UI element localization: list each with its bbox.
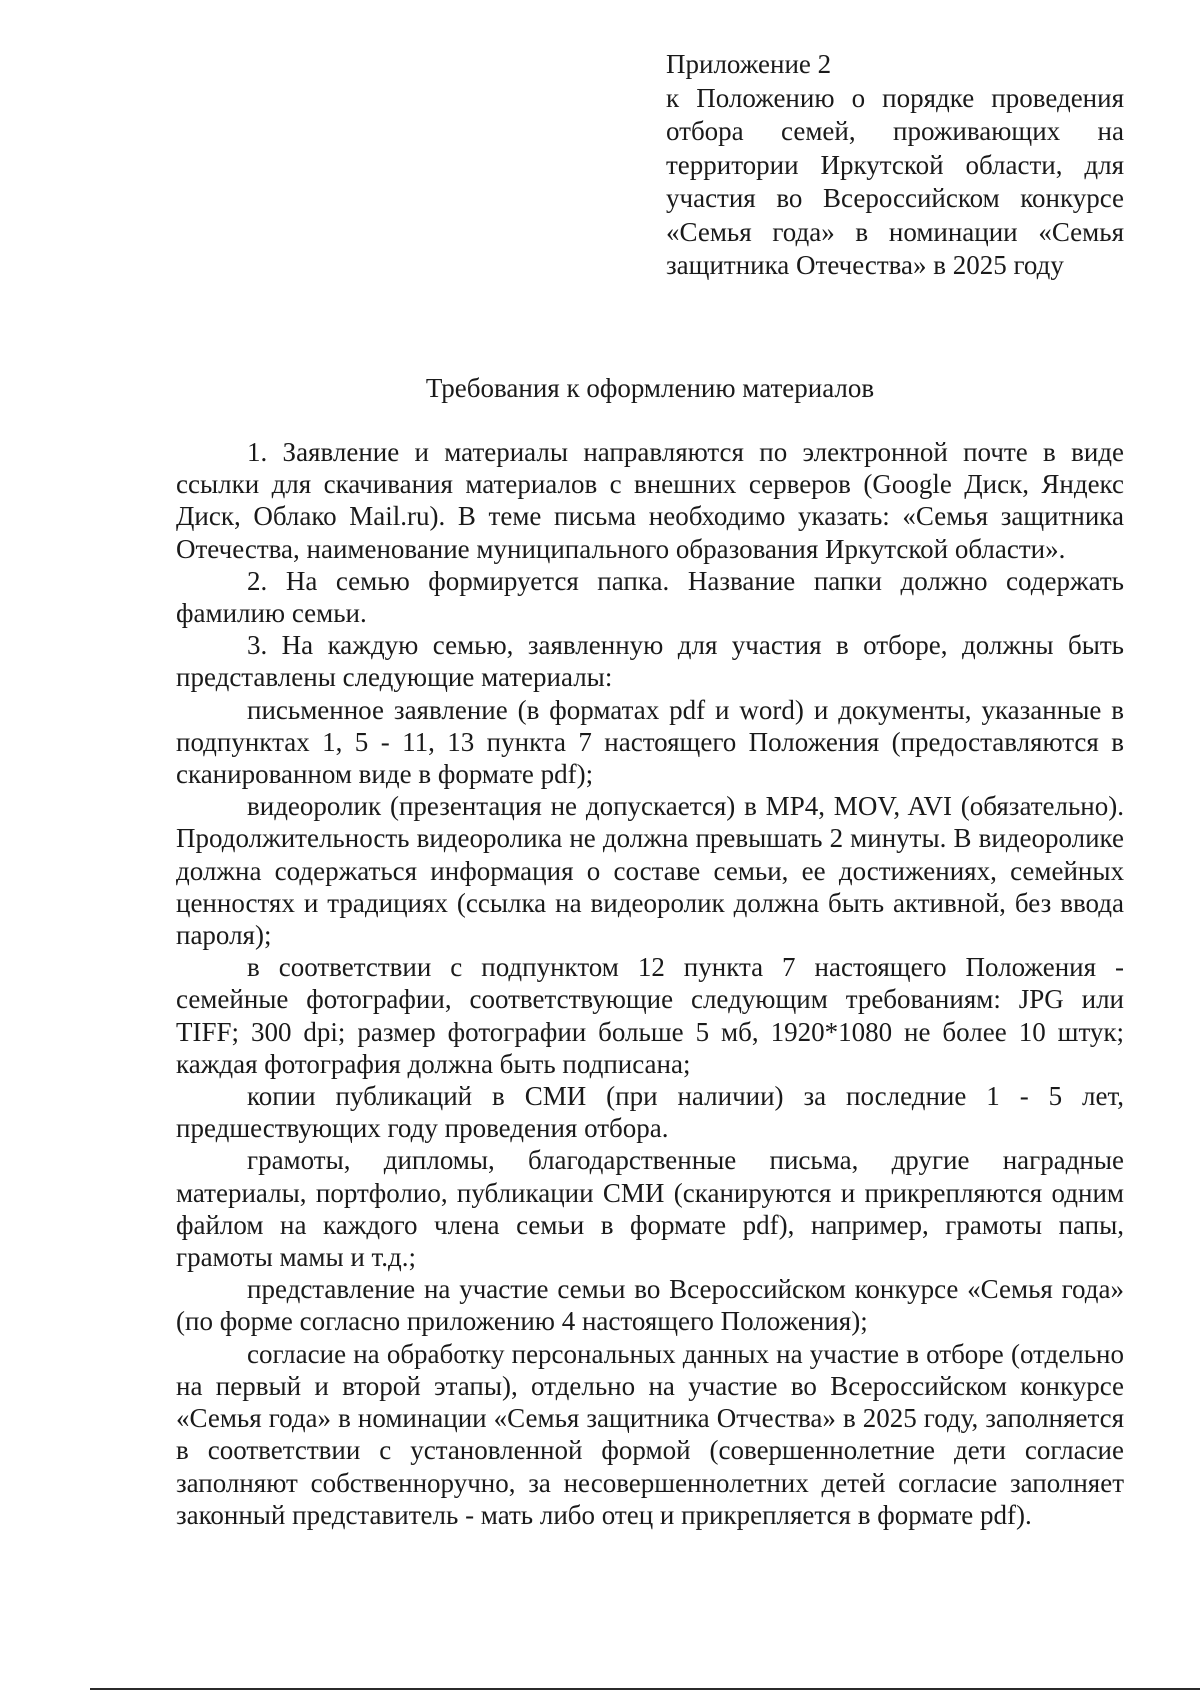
list-item-publications: копии публикаций в СМИ (при наличии) за последние 1 - 5 лет, предшествующих году проведения отбора.: [176, 1081, 1124, 1144]
list-item-nomination: представление на участие семьи во Всероссийском конкурсе «Семья года» (по форме согласно приложению 4 настоящего Положения);: [176, 1274, 1124, 1337]
list-item-awards: грамоты, дипломы, благодарственные письма, другие наградные материалы, портфолио, публикации СМИ (сканируются и прикрепляются одним файлом на каждого члена семьи в формате pdf), например, грамоты папы, грамоты мамы и т.д.;: [176, 1145, 1124, 1273]
paragraph-1: 1. Заявление и материалы направляются по электронной почте в виде ссылки для скачивания материалов с внешних серверов (Google Диск, Яндекс Диск, Облако Mail.ru). В теме письма необходимо указать: «Семья защитника Отечества, наименование муниципального образования Иркутской области».: [176, 437, 1124, 564]
appendix-header: [666, 48, 1124, 283]
list-item-consent: согласие на обработку персональных данных на участие в отборе (отдельно на первый и второй этапы), отдельно на участие во Всероссийском конкурсе «Семья года» в номинации «Семья защитника Отчества» в 2025 году, заполняется в соответствии с установленной формой (совершеннолетние дети согласие заполняют собственноручно, за несовершеннолетних детей согласие заполняет законный представитель - мать либо отец и прикрепляется в формате pdf).: [176, 1338, 1124, 1530]
paragraph-2: 2. На семью формируется папка. Название папки должно содержать фамилию семьи.: [176, 565, 1124, 629]
list-item-photos: в соответствии с подпунктом 12 пункта 7 настоящего Положения - семейные фотографии, соответствующие следующим требованиям: JPG или TIFF; 300 dpi; размер фотографии больше 5 мб, 1920*1080 не более 10 штук; каждая фотография должна быть подписана;: [176, 952, 1124, 1079]
list-item-application: письменное заявление (в форматах pdf и word) и документы, указанные в подпунктах 1, 5 - 11, 13 пункта 7 настоящего Положения (предоставляются в сканированном виде в формате pdf);: [176, 694, 1124, 790]
appendix-number: Приложение 2: [666, 49, 832, 79]
list-item-video: видеоролик (презентация не допускается) в MP4, MOV, AVI (обязательно). Продолжительность видеоролика не должна превышать 2 минуты. В видеоролике должна содержаться информация о составе семьи, ее достижениях, семейных ценностях и традициях (ссылка на видеоролик должна быть активной, без ввода пароля);: [176, 791, 1124, 951]
appendix-reference: к Положению о порядке проведения отбора семей, проживающих на территории Иркутской области, для участия во Всероссийском конкурсе «Семья года» в номинации «Семья защитника Отечества» в 2025 году: [666, 82, 1124, 280]
bottom-scan-line: [90, 1688, 1200, 1690]
document-title: Требования к оформлению материалов: [425, 373, 875, 403]
paragraph-3: 3. На каждую семью, заявленную для участия в отборе, должны быть представлены следующие материалы:: [176, 630, 1124, 693]
document-body: [176, 436, 1124, 1531]
